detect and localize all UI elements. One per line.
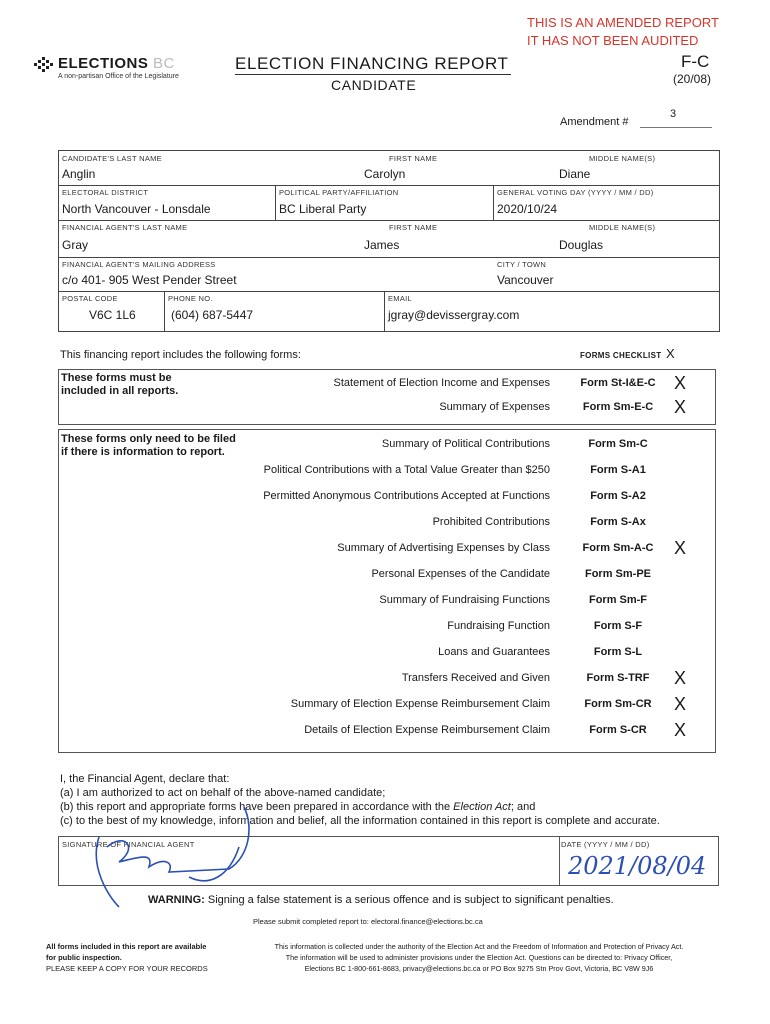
amended-notice-line2: IT HAS NOT BEEN AUDITED	[527, 33, 699, 48]
agent-address[interactable]: c/o 401- 905 West Pender Street	[62, 273, 237, 287]
candidate-middle-name-label: MIDDLE NAME(S)	[589, 154, 656, 163]
grid-row-divider	[59, 291, 719, 292]
agent-middle-name[interactable]: Douglas	[559, 238, 604, 252]
form-description: Statement of Election Income and Expenses	[333, 377, 550, 389]
required-forms-note: These forms must be included in all reports.	[61, 372, 179, 397]
form-checkbox[interactable]: X	[673, 720, 686, 740]
amendment-underline	[640, 127, 712, 128]
form-code-label: Form S-F	[593, 620, 643, 632]
candidate-last-name[interactable]: Anglin	[62, 167, 96, 181]
candidate-middle-name[interactable]: Diane	[559, 167, 591, 181]
logo-mark-icon	[32, 57, 56, 73]
form-description: Political Contributions with a Total Value Greater than $250	[263, 464, 550, 476]
postal-code-label: POSTAL CODE	[62, 294, 118, 303]
agent-city[interactable]: Vancouver	[497, 273, 554, 287]
title-underline	[235, 74, 511, 75]
amended-notice-line1: THIS IS AN AMENDED REPORT	[527, 15, 719, 30]
phone[interactable]: (604) 687-5447	[171, 308, 254, 322]
form-checkbox[interactable]: X	[673, 694, 686, 714]
agent-last-name[interactable]: Gray	[62, 238, 89, 252]
email[interactable]: jgray@devissergray.com	[388, 308, 520, 322]
form-description: Details of Election Expense Reimbursement Claim	[304, 724, 550, 736]
form-checkbox[interactable]: X	[673, 397, 686, 417]
grid-col-divider	[384, 291, 385, 331]
agent-address-label: FINANCIAL AGENT'S MAILING ADDRESS	[62, 260, 216, 269]
declaration-a: (a) I am authorized to act on behalf of the above-named candidate;	[60, 787, 386, 799]
signature-label: SIGNATURE OF FINANCIAL AGENT	[62, 840, 195, 849]
voting-day[interactable]: 2020/10/24	[497, 202, 558, 216]
form-code-label: Form S-TRF	[586, 672, 650, 684]
signature-box[interactable]	[58, 836, 560, 886]
logo-brand: ELECTIONS BC	[58, 55, 175, 72]
agent-last-name-label: FINANCIAL AGENT'S LAST NAME	[62, 223, 188, 232]
form-description: Loans and Guarantees	[438, 646, 550, 658]
form-description: Summary of Fundraising Functions	[379, 594, 550, 606]
report-title: ELECTION FINANCING REPORT	[235, 54, 509, 73]
candidate-first-name[interactable]: Carolyn	[364, 167, 406, 181]
form-description: Personal Expenses of the Candidate	[371, 568, 550, 580]
form-code: F-C	[681, 52, 710, 71]
form-description: Summary of Expenses	[439, 401, 550, 413]
forms-checklist-mark: X	[666, 346, 675, 361]
postal-code[interactable]: V6C 1L6	[89, 308, 136, 322]
party-label: POLITICAL PARTY/AFFILIATION	[279, 188, 399, 197]
form-code-label: Form St-I&E-C	[580, 377, 656, 389]
form-checkbox[interactable]: X	[673, 538, 686, 558]
form-description: Summary of Advertising Expenses by Class	[337, 542, 550, 554]
form-code-label: Form Sm-A-C	[582, 542, 654, 554]
form-code-label: Form Sm-PE	[584, 568, 651, 580]
form-code-label: Form Sm-F	[588, 594, 648, 606]
candidate-agent-grid	[58, 150, 720, 332]
agent-middle-name-label: MIDDLE NAME(S)	[589, 223, 656, 232]
form-code-label: Form S-L	[593, 646, 643, 658]
phone-label: PHONE NO.	[168, 294, 213, 303]
grid-row-divider	[59, 185, 719, 186]
forms-checklist-label: FORMS CHECKLIST	[580, 351, 662, 360]
candidate-first-name-label: FIRST NAME	[389, 154, 438, 163]
warning: WARNING: Signing a false statement is a serious offence and is subject to significant penalties.	[148, 894, 614, 906]
candidate-last-name-label: CANDIDATE'S LAST NAME	[62, 154, 162, 163]
declaration-c: (c) to the best of my knowledge, information and belief, all the information contained in this report is complete and accurate.	[60, 815, 660, 827]
electoral-district[interactable]: North Vancouver - Lonsdale	[62, 202, 211, 216]
grid-col-divider	[493, 185, 494, 220]
form-description: Prohibited Contributions	[432, 516, 550, 528]
signature-date: 2021/08/04	[568, 852, 707, 880]
footer-left: All forms included in this report are available for public inspection. PLEASE KEEP A COPY FOR YOUR RECORDS	[46, 942, 208, 973]
grid-row-divider	[59, 220, 719, 221]
form-description: Fundraising Function	[447, 620, 550, 632]
form-code-label: Form Sm-C	[588, 438, 648, 450]
voting-day-label: GENERAL VOTING DAY (YYYY / MM / DD)	[497, 188, 654, 197]
declaration-b: (b) this report and appropriate forms have been prepared in accordance with the Election Act; and	[60, 801, 536, 813]
form-checkbox[interactable]: X	[673, 668, 686, 688]
form-version: (20/08)	[673, 72, 712, 86]
forms-intro: This financing report includes the following forms:	[60, 349, 301, 361]
optional-forms-note: These forms only need to be filed if there is information to report.	[61, 433, 236, 458]
grid-col-divider	[164, 291, 165, 331]
email-label: EMAIL	[388, 294, 413, 303]
form-description: Summary of Political Contributions	[381, 438, 550, 450]
form-code-label: Form Sm-E-C	[582, 401, 654, 413]
form-description: Summary of Election Expense Reimbursement Claim	[290, 698, 550, 710]
form-code-label: Form S-A2	[590, 490, 646, 502]
grid-col-divider	[275, 185, 276, 220]
form-code-label: Form Sm-CR	[584, 698, 652, 710]
grid-row-divider	[59, 257, 719, 258]
agent-first-name-label: FIRST NAME	[389, 223, 438, 232]
declaration-intro: I, the Financial Agent, declare that:	[60, 773, 230, 785]
logo-tagline: A non-partisan Office of the Legislature	[58, 73, 179, 80]
amended-notice	[527, 14, 719, 50]
footer-right: This information is collected under the authority of the Election Act and the Freedom of Information and Protection of Privacy Act. The information will be used to administer provisions under the Election Act. Questions can be directed to: Privacy Officer, Elections BC 1-800-661-8683, privacy@elections.bc.ca or PO Box 9275 Stn Prov Govt, Victoria, BC V8W 9J6	[274, 942, 684, 973]
form-code-label: Form S-Ax	[590, 516, 646, 528]
agent-city-label: CITY / TOWN	[497, 260, 547, 269]
report-subtitle: CANDIDATE	[331, 77, 417, 93]
form-code-label: Form S-CR	[589, 724, 647, 736]
form-checkbox[interactable]: X	[673, 373, 686, 393]
electoral-district-label: ELECTORAL DISTRICT	[62, 188, 149, 197]
form-code-label: Form S-A1	[590, 464, 646, 476]
date-label: DATE (YYYY / MM / DD)	[561, 840, 650, 849]
party[interactable]: BC Liberal Party	[279, 202, 367, 216]
amendment-value[interactable]: 3	[670, 108, 677, 120]
form-description: Permitted Anonymous Contributions Accepted at Functions	[263, 490, 550, 502]
agent-first-name[interactable]: James	[364, 238, 400, 252]
amendment-label: Amendment #	[560, 116, 629, 128]
submit-instructions: Please submit completed report to: electoral.finance@elections.bc.ca	[253, 917, 483, 926]
form-description: Transfers Received and Given	[401, 672, 550, 684]
